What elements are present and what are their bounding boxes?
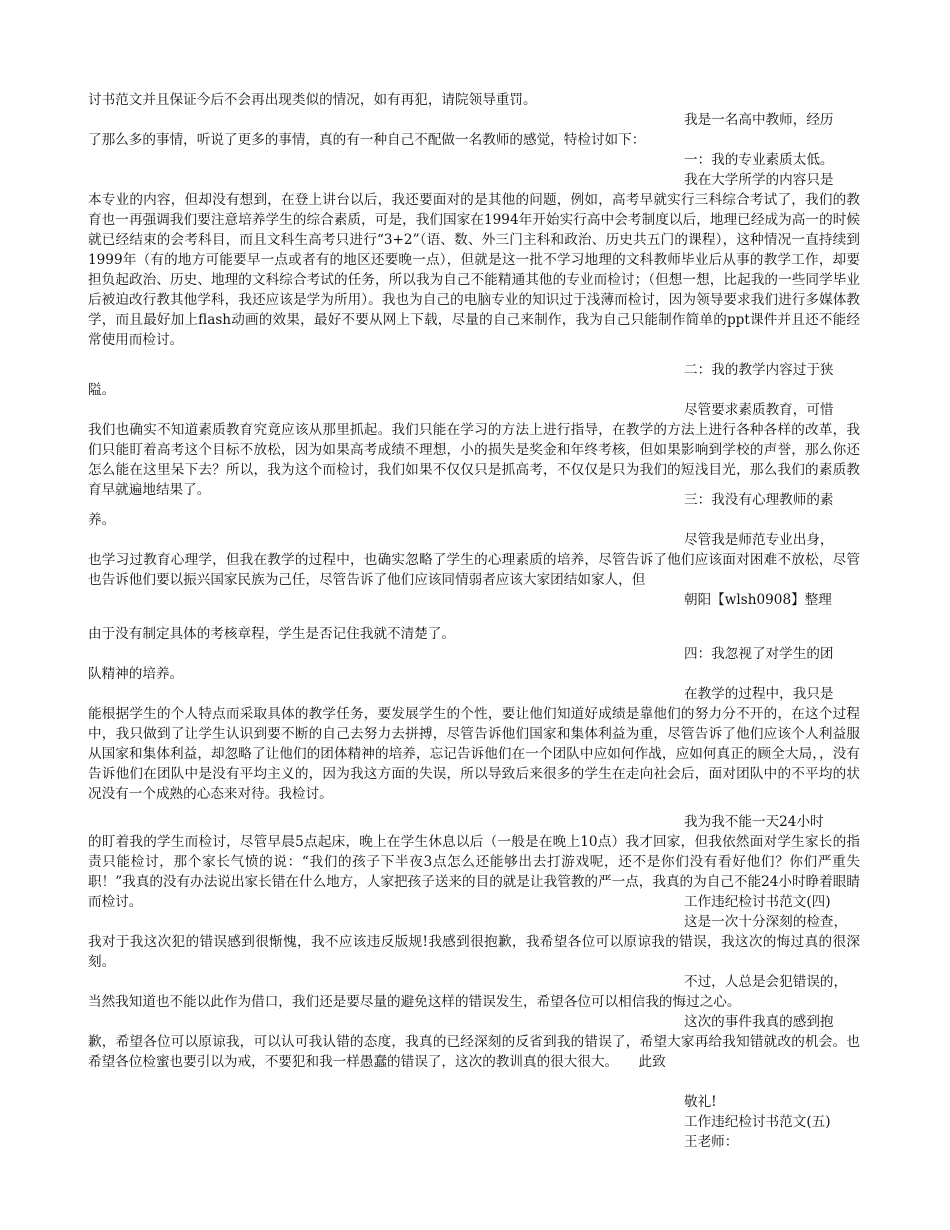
paragraph-indent-text: 我是一名高中教师，经历 [684, 112, 834, 128]
text-line: 队精神的培养。 [88, 666, 184, 682]
section-heading-4: 四：我忽视了对学生的团 [684, 646, 834, 662]
paragraph-indent-text: 这是一次十分深刻的检查， [684, 914, 848, 930]
section-heading-3: 三：我没有心理教师的素 [684, 492, 834, 508]
text-line: 养。 [88, 512, 116, 528]
text-line: 隘。 [88, 382, 116, 398]
section-title-five: 工作违纪检讨书范文(五) [684, 1114, 831, 1130]
text-paragraph: 我们也确实不知道素质教育究竟应该从那里抓起。我们只能在学习的方法上进行指导，在教学的方法上进行各种各样的改革，我们只能盯着高考这个目标不放松，因为如果高考成绩不理想，小的损失是奖金和年终考核，但如果影响到学校的声誉，那么你还怎么能在这里呆下去？所以，我为这个而检讨，我们如果不仅仅只是抓高考，不仅仅是只为我们的短浅目光，那么我们的素质教育早就遍地结果了。 [88, 422, 860, 498]
text-paragraph: 歉，希望各位可以原谅我，可以认可我认错的态度，我真的已经深刻的反省到我的错误了，希望大家再给我知错就改的机会。也希望各位检蜜也要引以为戒，不要犯和我一样愚蠢的错误了，这次的教训真的很大很大。 此致 [88, 1034, 860, 1070]
paragraph-indent-text: 尽管要求素质教育，可惜 [684, 402, 834, 418]
paragraph-indent-text: 这次的事件我真的感到抱 [684, 1014, 834, 1030]
paragraph-indent-text: 在教学的过程中，我只是 [684, 686, 834, 702]
watermark-credit: 朝阳【wlsh0908】整理 [684, 592, 832, 608]
section-title-four: 工作违纪检讨书范文(四) [684, 894, 831, 910]
text-paragraph: 我对于我这次犯的错误感到很惭愧，我不应该违反版规!我感到很抱歉，我希望各位可以原谅我的错误，我这次的悔过真的很深刻。 [88, 934, 860, 970]
text-paragraph: 当然我知道也不能以此作为借口，我们还是要尽量的避免这样的错误发生，希望各位可以相信我的悔过之心。 [88, 994, 741, 1010]
text-paragraph: 也学习过教育心理学，但我在教学的过程中，也确实忽略了学生的心理素质的培养，尽管告诉了他们应该面对困难不放松，尽管也告诉他们要以振兴国家民族为己任，尽管告诉了他们应该同情弱者应该大家团结如家人，但 [88, 552, 860, 588]
text-paragraph: 能根据学生的个人特点而采取具体的教学任务，要发展学生的个性，要让他们知道好成绩是靠他们的努力分不开的，在这个过程中，我只做到了让学生认识到要不断的自己去努力去拼搏，尽管告诉他们国家和集体利益为重，尽管告诉了他们应该个人利益服从国家和集体利益，却忽略了让他们的团体精神的培养，忘记告诉他们在一个团队中应如何作战，应如何真正的顾全大局，，没有告诉他们在团队中是没有平均主义的，因为我这方面的失误，所以导致后来很多的学生在走向社会后，面对团队中的不平均的状况没有一个成熟的心态来对待。我检讨。 [88, 706, 860, 802]
closing-salute: 敬礼! [684, 1094, 717, 1110]
paragraph-indent-text: 不过，人总是会犯错误的， [684, 974, 848, 990]
paragraph-indent-text: 我为我不能一天24小时 [684, 814, 824, 830]
text-paragraph: 了那么多的事情，听说了更多的事情，真的有一种自己不配做一名教师的感觉，特检讨如下： [88, 132, 646, 148]
salutation: 王老师： [684, 1134, 739, 1150]
text-paragraph: 本专业的内容，但却没有想到，在登上讲台以后，我还要面对的是其他的问题，例如，高考早就实行三科综合考试了，我们的教育也一再强调我们要注意培养学生的综合素质，可是，我们国家在1994年开始实行高中会考制度以后，地理已经成为高一的时候就已经结束的会考科目，而且文科生高考只进行“3+2”（语、数、外三门主科和政治、历史共五门的课程），这种情况一直持续到1999年（有的地方可能要早一点或者有的地区还要晚一点），但就是这一批不学习地理的文科教师毕业后从事的教学工作，却要担负起政治、历史、地理的文科综合考试的任务，所以我为自己不能精通其他的专业而检讨；（但想一想，比起我的一些同学毕业后被迫改行教其他学科，我还应该是学为所用）。我也为自己的电脑专业的知识过于浅薄而检讨，因为领导要求我们进行多媒体教学，而且最好加上flash动画的效果，最好不要从网上下载，尽量的自己来制作，我为自己只能制作简单的ppt课件并且还不能经常使用而检讨。 [88, 192, 860, 348]
section-heading-1: 一：我的专业素质太低。 [684, 152, 834, 168]
text-line: 讨书范文并且保证今后不会再出现类似的情况，如有再犯，请院领导重罚。 [88, 92, 537, 108]
text-paragraph: 的盯着我的学生而检讨，尽管早晨5点起床，晚上在学生休息以后（一般是在晚上10点）我才回家，但我依然面对学生家长的指责只能检讨，那个家长气愤的说：“我们的孩子下半夜3点怎么还能够出去打游戏呢，还不是你们没有看好他们？你们严重失职！”我真的没有办法说出家长错在什么地方，人家把孩子送来的目的就是让我管教的严一点，我真的为自己不能24小时睁着眼睛而检讨。 [88, 834, 860, 910]
section-heading-2: 二：我的教学内容过于狭 [684, 362, 834, 378]
text-line: 由于没有制定具体的考核章程，学生是否记住我就不清楚了。 [88, 626, 456, 642]
paragraph-indent-text: 尽管我是师范专业出身， [684, 532, 834, 548]
paragraph-indent-text: 我在大学所学的内容只是 [684, 172, 834, 188]
